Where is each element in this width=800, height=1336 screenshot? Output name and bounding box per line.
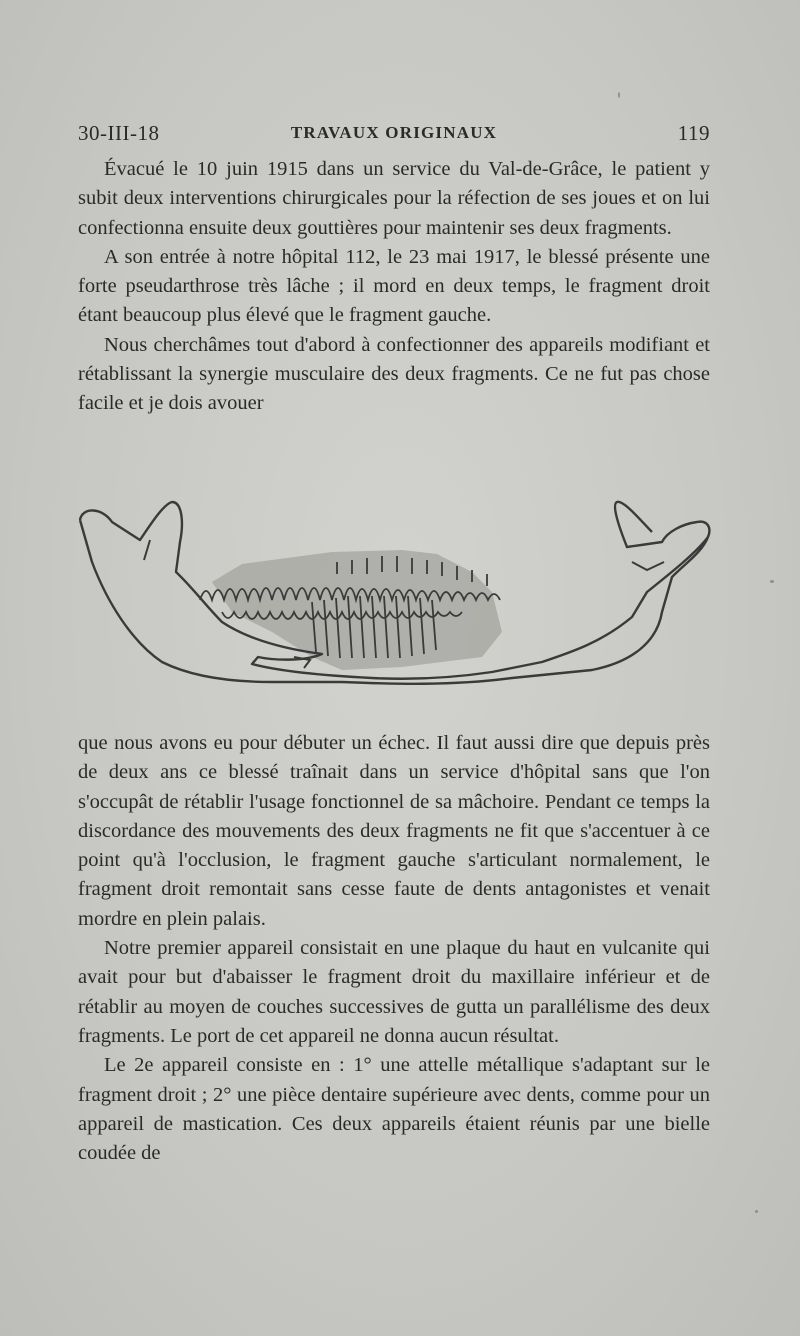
page-number: 119 [677, 121, 710, 145]
paragraph: Le 2e appareil consiste en : 1° une attelle métallique s'adaptant sur le fragment droit ; 2° une pièce dentaire supérieure avec dents, comme pour un appareil de mastication. Ces deux appareils étaient réunis par une bielle coudée de [78, 1054, 710, 1165]
ramus-line-right [632, 562, 664, 570]
paragraph: Notre premier appareil consistait en une plaque du haut en vulcanite qui avait pour but d'abaisser le fragment droit du maxillaire inférieur et de rétablir au moyen de couches successives de gutta un parallélisme des deux fragments. Le port de cet appareil ne donna aucun résultat. [78, 937, 710, 1047]
paragraph: A son entrée à notre hôpital 112, le 23 mai 1917, le blessé présente une forte pseudarthrose très lâche ; il mord en deux temps, le fragment droit étant beaucoup plus élevé que le fragment gauche. [78, 245, 710, 327]
paper-speck [770, 580, 774, 583]
mandible-illustration [72, 492, 718, 707]
appliance-shading [212, 550, 502, 670]
header-title: TRAVAUX ORIGINAUX [290, 123, 498, 142]
paper-speck [755, 1210, 758, 1213]
paragraph: que nous avons eu pour débuter un échec. Il faut aussi dire que depuis près de deux ans ce blessé traînait dans un service d'hôpital sans que l'on s'occupât de rétablir l'usage fonctionnel de sa mâchoire. Pendant ce temps la discordance des mouvements des deux fragments ne fit que s'accentuer à ce point qu'à l'occlusion, le fragment gauche s'articulant normalement, le fragment droit remontait sans cesse faute de dents antagonistes et venait mordre en plein palais. [78, 732, 710, 930]
ramus-line-left [144, 540, 150, 560]
header-date: 30-III-18 [78, 121, 160, 145]
running-header [78, 121, 710, 151]
text-block-bottom [78, 729, 710, 1168]
text-block-top [78, 155, 710, 419]
paragraph: Évacué le 10 juin 1915 dans un service du Val-de-Grâce, le patient y subit deux interventions chirurgicales pour la réfection de ses joues et on lui confectionna ensuite deux gouttières pour maintenir ses deux fragments. [78, 158, 710, 239]
mandible-figure [72, 492, 718, 707]
paragraph: Nous cherchâmes tout d'abord à confectionner des appareils modifiant et rétablissant la synergie musculaire des deux fragments. Ce ne fut pas chose facile et je dois avouer [78, 333, 710, 415]
paper-speck [618, 92, 620, 98]
